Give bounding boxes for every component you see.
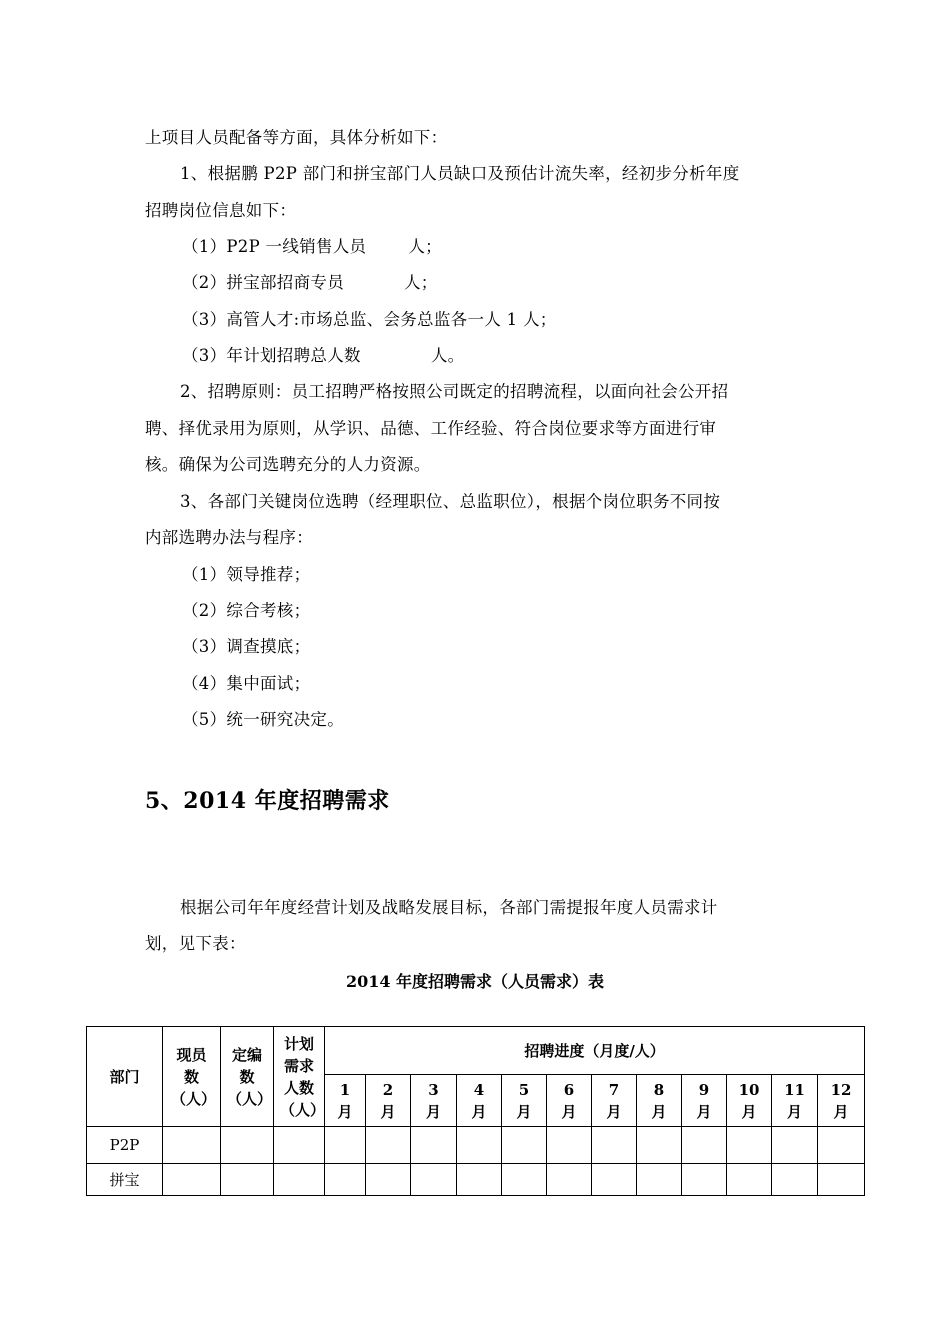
- row-dept-label: 拼宝: [87, 1164, 163, 1196]
- header-month-11: 11月: [772, 1075, 818, 1127]
- header-month-6: 6月: [547, 1075, 592, 1127]
- text-line-4-b: 人；: [408, 237, 442, 256]
- text-line-4-a: （1）P2P 一线销售人员: [182, 237, 367, 256]
- header-month-10: 10月: [727, 1075, 772, 1127]
- text-line-3: 招聘岗位信息如下：: [145, 201, 297, 220]
- header-current: 现员数（人）: [163, 1027, 221, 1127]
- text-line-8: 2、招聘原则：员工招聘严格按照公司既定的招聘流程，以面向社会公开招: [180, 382, 729, 401]
- header-month-3: 3月: [411, 1075, 457, 1127]
- text-line-10: 核。确保为公司选聘充分的人力资源。: [145, 455, 431, 474]
- header-plan: 计划需求人数（人）: [274, 1027, 325, 1127]
- text-line-7: [182, 345, 464, 367]
- text-line-11: 3、各部门关键岗位选聘（经理职位、总监职位），根据个岗位职务不同按: [180, 492, 721, 511]
- header-month-5: 5月: [502, 1075, 547, 1127]
- table-row: [87, 1127, 865, 1164]
- text-line-16: （4）集中面试；: [182, 674, 311, 693]
- header-month-4: 4月: [457, 1075, 502, 1127]
- header-progress: 招聘进度（月度/人）: [325, 1027, 865, 1075]
- header-month-1: 1月: [325, 1075, 366, 1127]
- intro-line-2: 划，见下表：: [145, 934, 246, 953]
- recruitment-table: [86, 1026, 865, 1196]
- text-line-6: （3）高管人才:市场总监、会务总监各一人 1 人；: [182, 310, 557, 329]
- header-month-7: 7月: [592, 1075, 637, 1127]
- text-line-13: （1）领导推荐；: [182, 565, 311, 584]
- row-dept-label: P2P: [87, 1127, 163, 1164]
- header-month-12: 12月: [818, 1075, 865, 1127]
- text-line-1: 上项目人员配备等方面，具体分析如下：: [145, 128, 448, 147]
- text-line-5: [182, 272, 438, 294]
- header-dept: 部门: [87, 1027, 163, 1127]
- text-line-14: （2）综合考核；: [182, 601, 311, 620]
- text-line-5-b: 人；: [404, 273, 438, 292]
- section-heading: 5、2014 年度招聘需求: [145, 788, 390, 814]
- text-line-15: （3）调查摸底；: [182, 637, 311, 656]
- header-month-9: 9月: [682, 1075, 727, 1127]
- intro-line-1: 根据公司年年度经营计划及战略发展目标，各部门需提报年度人员需求计: [180, 898, 718, 917]
- table-caption: 2014 年度招聘需求（人员需求）表: [345, 972, 605, 991]
- text-line-7-a: （3）年计划招聘总人数: [182, 346, 361, 365]
- header-month-8: 8月: [637, 1075, 682, 1127]
- table-row: [87, 1164, 865, 1196]
- text-line-9: 聘、择优录用为原则，从学识、品德、工作经验、符合岗位要求等方面进行审: [145, 419, 717, 438]
- text-line-17: （5）统一研究决定。: [182, 710, 344, 729]
- text-line-7-b: 人。: [430, 346, 465, 365]
- text-line-5-a: （2）拼宝部招商专员: [182, 273, 344, 292]
- header-month-2: 2月: [366, 1075, 411, 1127]
- text-line-4: [182, 236, 442, 258]
- header-quota: 定编数（人）: [221, 1027, 274, 1127]
- text-line-12: 内部选聘办法与程序：: [145, 528, 313, 547]
- text-line-2: 1、根据鹏 P2P 部门和拼宝部门人员缺口及预估计流失率，经初步分析年度: [180, 164, 740, 183]
